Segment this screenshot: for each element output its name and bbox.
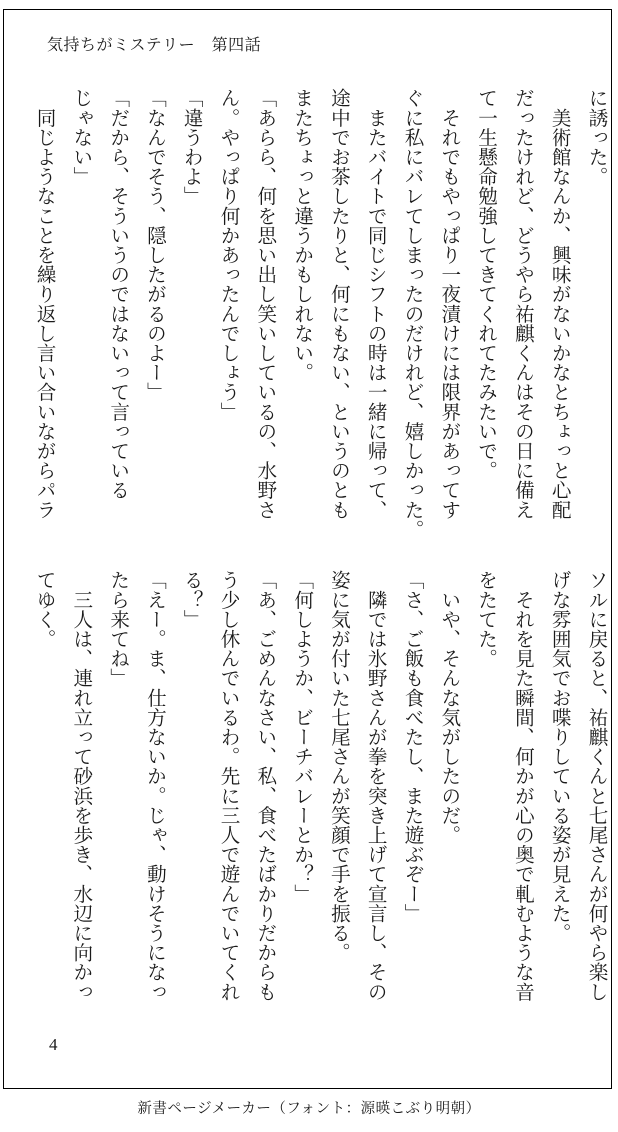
- text-line: に誘った。: [585, 88, 606, 186]
- text-line: たら来てね」: [106, 570, 128, 688]
- text-line: てゆく。: [33, 570, 55, 649]
- text-line: それを見た瞬間、何かが心の奥で軋むような音: [511, 570, 533, 1002]
- page-number: 4: [49, 1035, 58, 1054]
- text-line: ぐに私にバレてしまったのだけれど、嬉しかった。: [401, 88, 423, 539]
- text-line: 「あ、ごめんなさい、私、食べたばかりだからも: [253, 570, 275, 1002]
- text-line: ソルに戻ると、祐麒くんと七尾さんが何やら楽し: [585, 570, 606, 1002]
- text-line: をたてた。: [474, 570, 496, 668]
- text-line: 三人は、連れ立って砂浜を歩き、水辺に向かっ: [69, 570, 91, 1002]
- text-line: る？」: [180, 570, 202, 629]
- text-line: て一生懸命勉強してきてくれてたみたいで。: [474, 88, 496, 480]
- text-line: 「えー。ま、仕方ないか。じゃ、動けそうになっ: [143, 570, 165, 1002]
- text-line: う少し休んでいるわ。先に三人で遊んでいてくれ: [217, 570, 239, 1002]
- chapter-title: 気持ちがミステリー 第四話: [47, 37, 262, 54]
- text-line: だったけれど、どうやら祐麒くんはその日に備え: [511, 88, 533, 520]
- text-line: 「さ、ご飯も食べたし、また遊ぶぞー」: [401, 570, 423, 923]
- text-line: 「あらら、何を思い出し笑いしているの、水野さ: [253, 88, 275, 520]
- text-line: 「違うわよ」: [180, 88, 202, 206]
- text-line: 同じようなことを繰り返し言い合いながらパラ: [33, 88, 55, 520]
- text-line: いや、そんな気がしたのだ。: [437, 570, 459, 845]
- text-line: げな雰囲気でお喋りしている姿が見えた。: [548, 570, 570, 943]
- text-line: 姿に気が付いた七尾さんが笑顔で手を振る。: [327, 570, 349, 962]
- generator-caption: 新書ページメーカー（フォント：源暎こぶり明朝）: [137, 1101, 481, 1117]
- text-band-bottom: [24, 570, 613, 1002]
- text-line: 「なんでそう、隠したがるのよー」: [143, 88, 165, 402]
- text-line: それでもやっぱり一夜漬けには限界があってす: [437, 88, 459, 520]
- text-line: 「何しようか、ビーチバレーとか？」: [290, 570, 312, 904]
- text-line: またバイトで同じシフトの時は一緒に帰って、: [364, 88, 386, 520]
- text-line: 途中でお茶したりと、何にもない、というのとも: [327, 88, 349, 520]
- text-line: ん。やっぱり何かあったんでしょう」: [217, 88, 239, 422]
- text-line: 隣では氷野さんが拳を突き上げて宣言し、その: [364, 570, 386, 1002]
- text-line: じゃない」: [69, 88, 91, 186]
- text-line: 美術館なんか、興味がないかなとちょっと心配: [548, 88, 570, 520]
- text-line: 「だから、そういうのではないって言っている: [106, 88, 128, 500]
- text-line: またちょっと違うかもしれない。: [290, 88, 312, 382]
- text-band-top: [24, 88, 613, 539]
